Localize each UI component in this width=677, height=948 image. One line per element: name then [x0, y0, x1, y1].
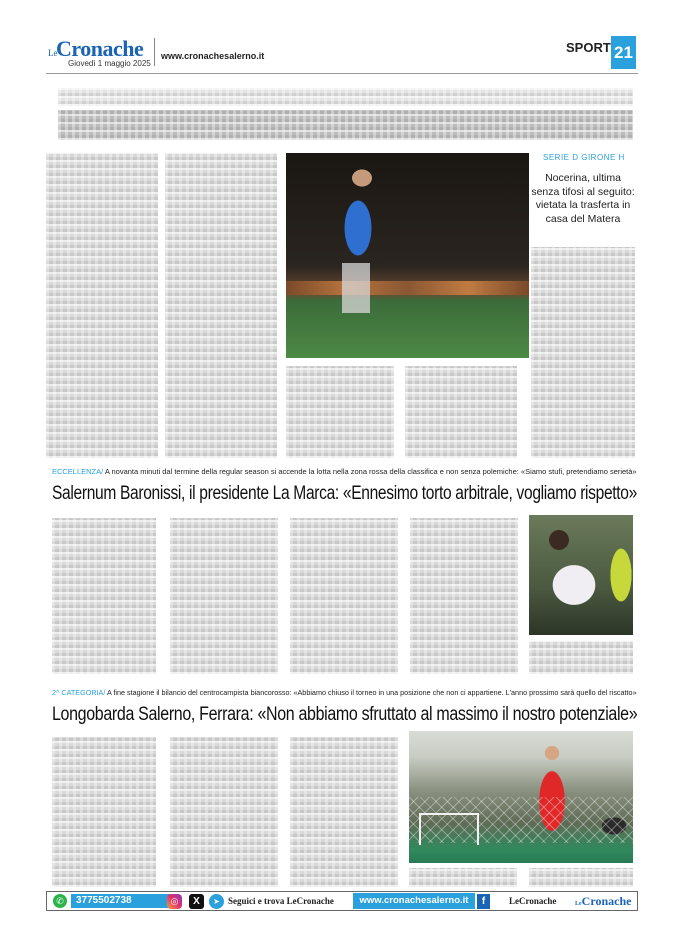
goal-frame	[419, 813, 479, 845]
obscured-column	[170, 737, 278, 887]
obscured-column	[170, 518, 278, 674]
masthead-logo[interactable]	[48, 36, 150, 70]
obscured-column	[52, 737, 156, 887]
instagram-icon[interactable]: ◎	[167, 894, 182, 909]
photo-player-red-kit	[409, 731, 633, 863]
header-divider	[154, 38, 155, 66]
follow-text: Seguici e trova LeCronache	[228, 896, 334, 906]
obscured-column	[290, 518, 398, 674]
logo-prefix: Le	[48, 48, 58, 58]
article1-headline[interactable]: Salernum Baronissi, il presidente La Marca: «Ennesimo torto arbitrale, vogliamo rispetto»	[52, 483, 637, 504]
footer-logo-name: Cronache	[581, 894, 632, 908]
photo-team-celebration	[529, 515, 633, 635]
obscured-column	[52, 518, 156, 674]
article1-kicker-text: A novanta minuti dal termine della regular season si accende la lotta nella zona rossa della classifica e non senza polemiche: «Siamo stufi, pretendiamo serietà»	[103, 467, 637, 476]
facebook-icon[interactable]: f	[477, 894, 490, 909]
obscured-column	[405, 366, 517, 458]
article2-headline[interactable]: Longobarda Salerno, Ferrara: «Non abbiamo sfruttato al massimo il nostro potenziale»	[52, 704, 638, 725]
article1-kicker	[52, 467, 637, 476]
obscured-caption	[529, 641, 633, 674]
whatsapp-icon[interactable]: ✆	[53, 894, 67, 908]
footer-logo	[575, 893, 631, 912]
issue-date: Giovedì 1 maggio 2025	[68, 59, 151, 68]
x-icon[interactable]: X	[189, 894, 204, 909]
sidebar-title[interactable]: Nocerina, ultima senza tifosi al seguito: vietata la trasferta in casa del Matera	[531, 172, 635, 225]
obscured-column	[165, 153, 277, 458]
header-url[interactable]: www.cronachesalerno.it	[161, 51, 265, 61]
article2-kicker	[52, 688, 637, 697]
facebook-page-name[interactable]: LeCronache	[509, 896, 557, 906]
obscured-sidebar-text	[531, 247, 635, 458]
footer-site-link[interactable]: www.cronachesalerno.it	[353, 893, 475, 909]
section-label: SPORT	[566, 40, 611, 55]
article2-kicker-tag: 2^ CATEGORIA/	[52, 688, 106, 697]
footer-bar	[46, 891, 638, 911]
obscured-caption	[529, 868, 633, 887]
telegram-icon[interactable]: ➤	[209, 894, 224, 909]
photo-player-blue-kit	[286, 153, 529, 358]
phone-number[interactable]: 3775502738	[71, 894, 175, 908]
sidebar-kicker: SERIE D GIRONE H	[543, 153, 625, 162]
header-rule	[46, 73, 638, 74]
article1-kicker-tag: ECCELLENZA/	[52, 467, 104, 476]
page-number: 21	[611, 36, 636, 69]
obscured-column	[46, 153, 158, 458]
obscured-top-title	[58, 110, 633, 140]
logo-name: Cronache	[56, 36, 144, 61]
article2-kicker-text: A fine stagione il bilancio del centrocampista biancorosso: «Abbiamo chiuso il torneo in una posizione che non ci appartiene. L'anno prossimo sarà quello del riscatto»	[105, 688, 637, 697]
footer-logo-prefix: Le	[575, 901, 582, 907]
obscured-column	[409, 868, 517, 887]
player-figure	[342, 263, 370, 313]
obscured-column	[286, 366, 394, 458]
obscured-column	[410, 518, 518, 674]
obscured-top-headline	[58, 88, 633, 106]
ad-board	[286, 281, 529, 295]
obscured-column	[290, 737, 398, 887]
